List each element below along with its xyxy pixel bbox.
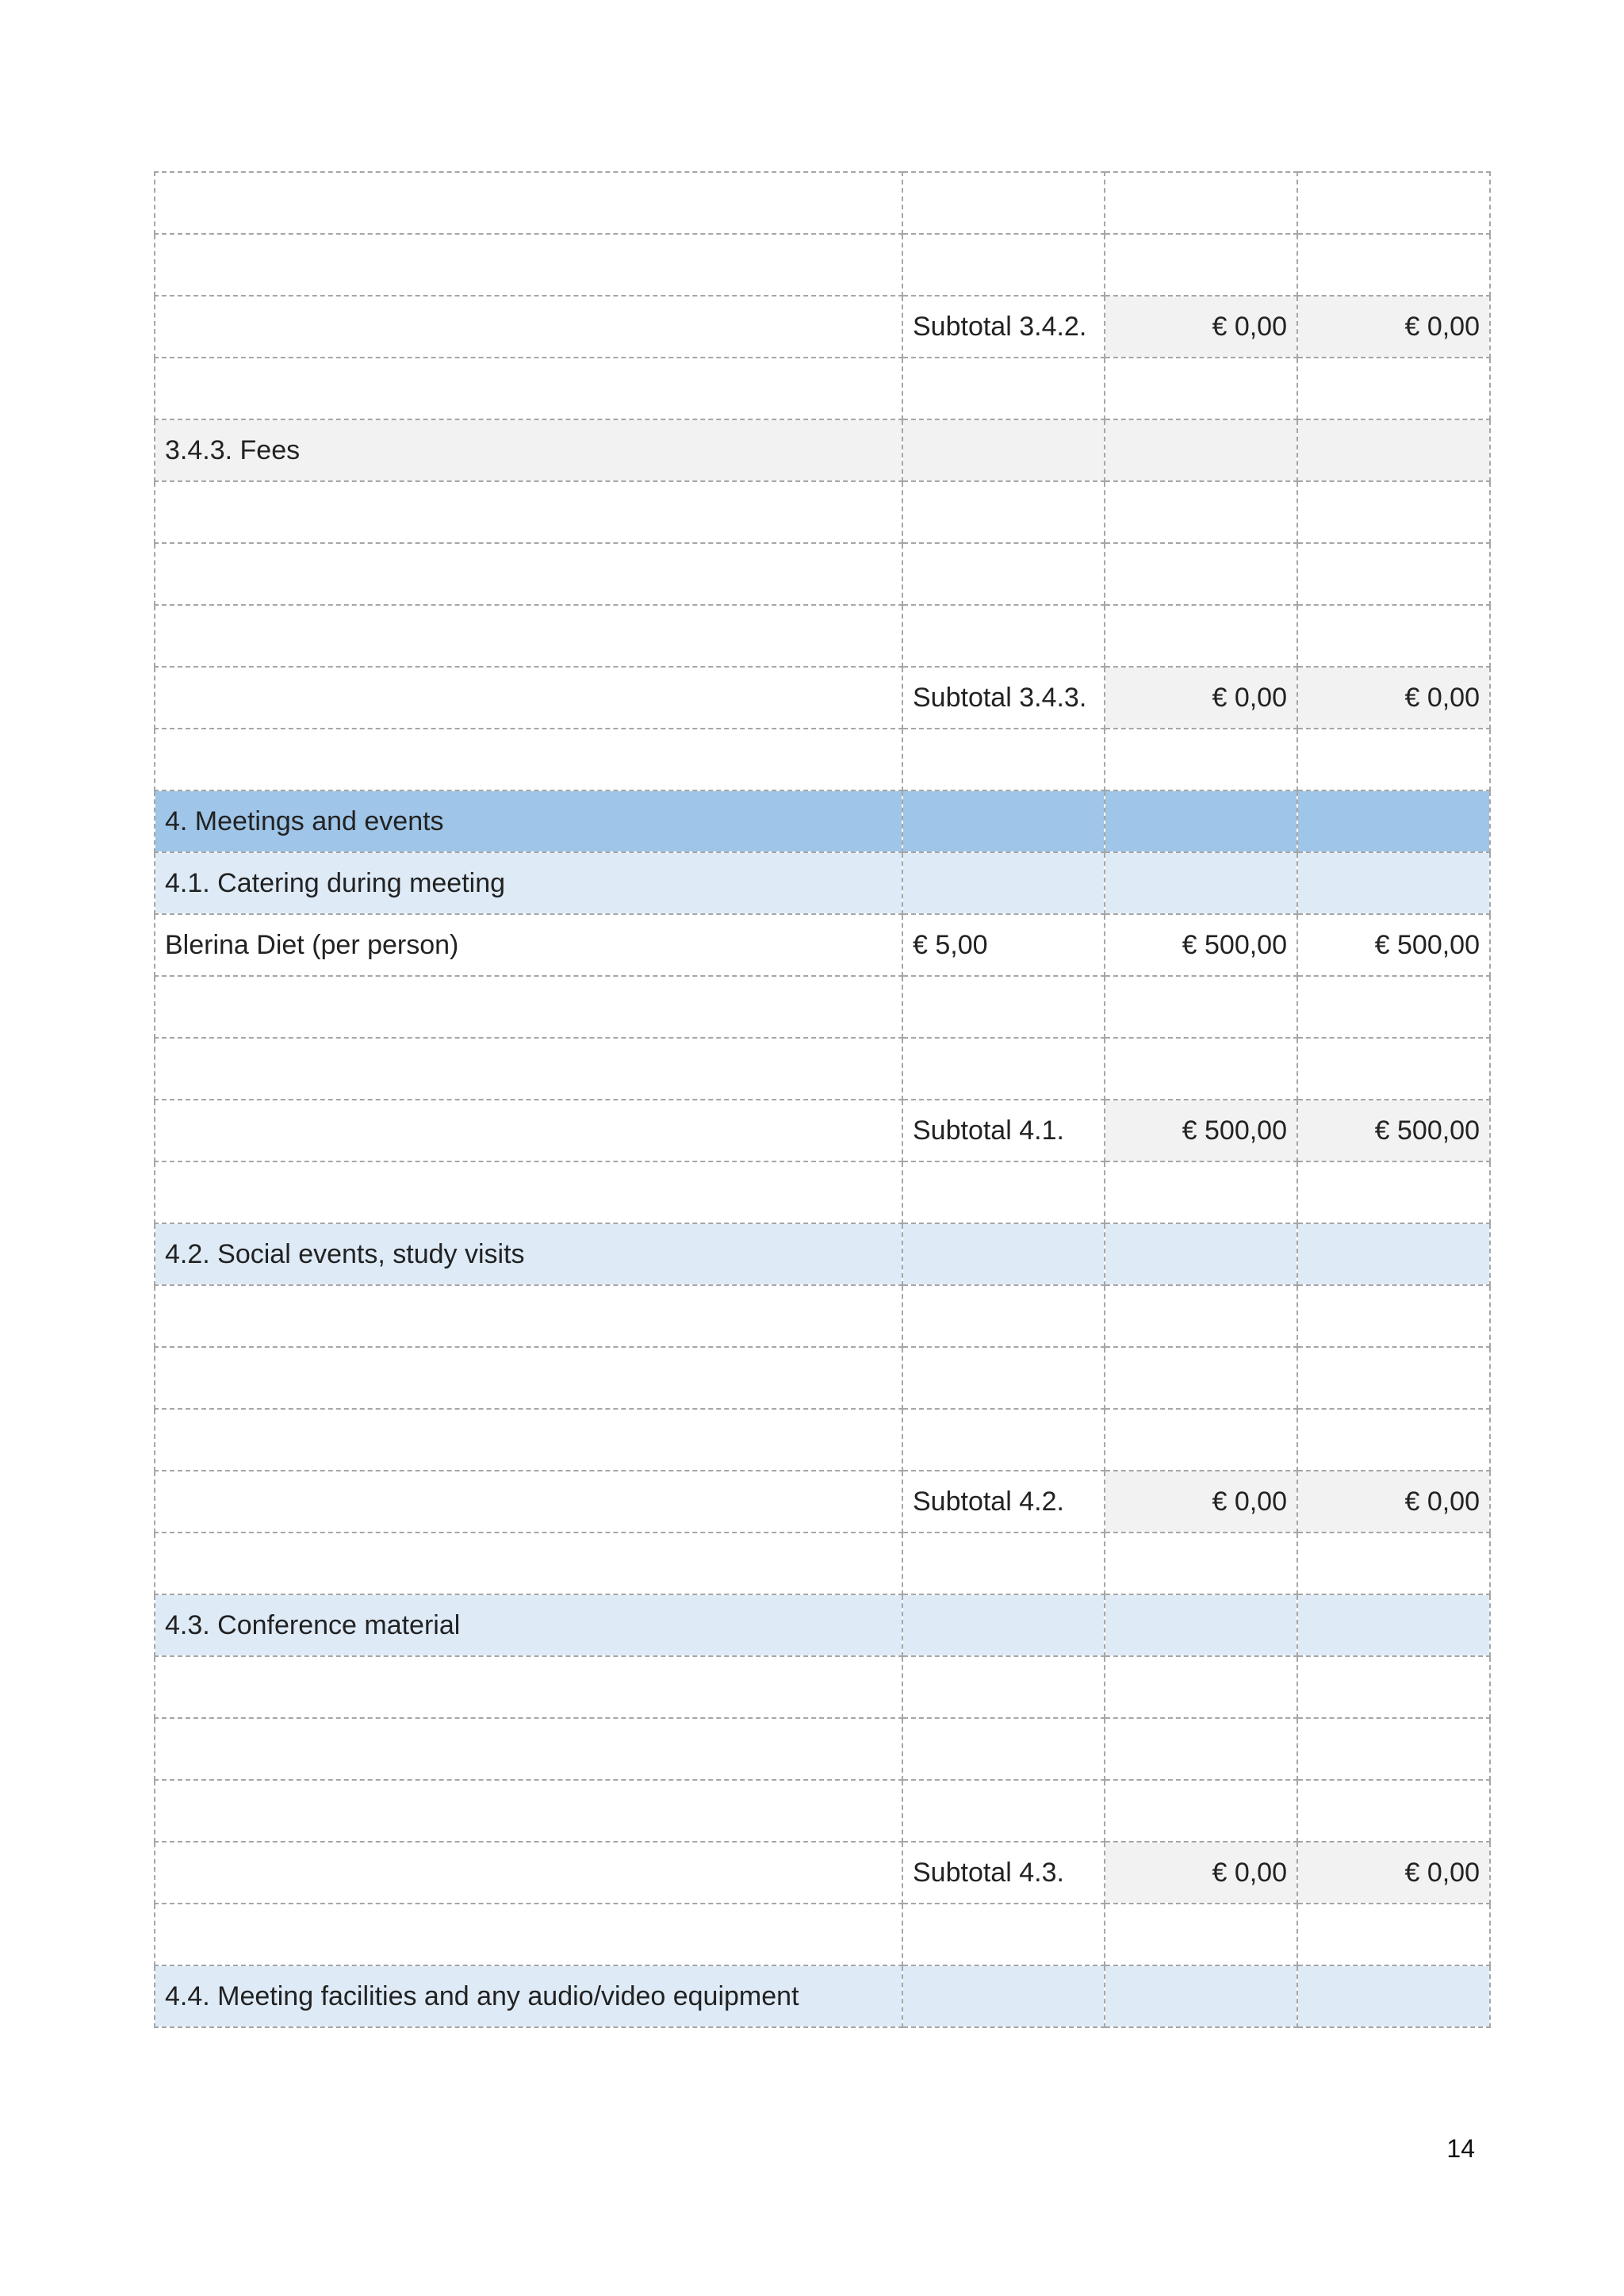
subtotal-total: € 0,00: [1297, 296, 1490, 358]
item-description: Blerina Diet (per person): [155, 914, 902, 976]
cell-col3: [1105, 1780, 1297, 1842]
cell-col2: [902, 419, 1105, 481]
section-heading-row: [155, 1965, 1490, 2027]
section-heading-row: [155, 790, 1490, 852]
cell-col4: [1297, 358, 1490, 419]
subtotal-label: Subtotal 3.4.3.: [902, 667, 1105, 729]
cell-col1: [155, 1409, 902, 1471]
cell-col1: [155, 1347, 902, 1409]
subtotal-amount: € 0,00: [1105, 1471, 1297, 1533]
cell-col2: [902, 1718, 1105, 1780]
empty-row: [155, 172, 1490, 234]
cell-col3: [1105, 852, 1297, 914]
cell-col1: [155, 358, 902, 419]
cell-col4: [1297, 1965, 1490, 2027]
subtotal-row: [155, 1471, 1490, 1533]
cell-col1: [155, 1100, 902, 1161]
cell-col4: [1297, 790, 1490, 852]
cell-col1: [155, 234, 902, 296]
section-heading-row: [155, 1594, 1490, 1656]
cell-col4: [1297, 481, 1490, 543]
subtotal-amount: € 0,00: [1105, 1842, 1297, 1904]
subtotal-label: Subtotal 4.3.: [902, 1842, 1105, 1904]
cell-col1: [155, 296, 902, 358]
section-heading-row: [155, 1223, 1490, 1285]
cell-col1: [155, 481, 902, 543]
cell-col1: [155, 667, 902, 729]
cell-col3: [1105, 419, 1297, 481]
subtotal-total: € 0,00: [1297, 1842, 1490, 1904]
cell-col1: [155, 1780, 902, 1842]
item-row: [155, 914, 1490, 976]
section-heading: 4.4. Meeting facilities and any audio/video equipment: [155, 1965, 902, 2027]
budget-table-body: [155, 172, 1490, 2027]
subtotal-row: [155, 667, 1490, 729]
subtotal-row: [155, 296, 1490, 358]
cell-col4: [1297, 1533, 1490, 1594]
subtotal-total: € 0,00: [1297, 1471, 1490, 1533]
cell-col4: [1297, 1594, 1490, 1656]
section-heading-row: [155, 852, 1490, 914]
cell-col1: [155, 543, 902, 605]
section-heading: 4.1. Catering during meeting: [155, 852, 902, 914]
cell-col1: [155, 976, 902, 1038]
empty-row: [155, 358, 1490, 419]
page-number: 14: [1446, 2134, 1475, 2163]
cell-col2: [902, 790, 1105, 852]
cell-col2: [902, 543, 1105, 605]
cell-col3: [1105, 1223, 1297, 1285]
empty-row: [155, 1780, 1490, 1842]
subtotal-amount: € 0,00: [1105, 296, 1297, 358]
cell-col2: [902, 1409, 1105, 1471]
subtotal-row: [155, 1842, 1490, 1904]
cell-col1: [155, 1656, 902, 1718]
empty-row: [155, 234, 1490, 296]
cell-col2: [902, 1223, 1105, 1285]
subtotal-label: Subtotal 4.2.: [902, 1471, 1105, 1533]
cell-col2: [902, 1533, 1105, 1594]
cell-col3: [1105, 1409, 1297, 1471]
cell-col4: [1297, 1904, 1490, 1965]
subtotal-label: Subtotal 3.4.2.: [902, 296, 1105, 358]
cell-col2: [902, 234, 1105, 296]
cell-col2: [902, 976, 1105, 1038]
cell-col4: [1297, 976, 1490, 1038]
cell-col3: [1105, 481, 1297, 543]
cell-col2: [902, 605, 1105, 667]
cell-col3: [1105, 790, 1297, 852]
empty-row: [155, 1904, 1490, 1965]
empty-row: [155, 1347, 1490, 1409]
cell-col1: [155, 172, 902, 234]
cell-col4: [1297, 1347, 1490, 1409]
cell-col4: [1297, 419, 1490, 481]
cell-col2: [902, 1347, 1105, 1409]
cell-col1: [155, 1718, 902, 1780]
empty-row: [155, 1718, 1490, 1780]
subtotal-amount: € 0,00: [1105, 667, 1297, 729]
cell-col3: [1105, 234, 1297, 296]
cell-col3: [1105, 1285, 1297, 1347]
cell-col3: [1105, 358, 1297, 419]
cell-col2: [902, 1904, 1105, 1965]
cell-col3: [1105, 1038, 1297, 1100]
cell-col3: [1105, 1533, 1297, 1594]
cell-col2: [902, 1285, 1105, 1347]
cell-col1: [155, 1533, 902, 1594]
cell-col3: [1105, 1718, 1297, 1780]
cell-col4: [1297, 1780, 1490, 1842]
budget-table: [154, 171, 1491, 2028]
cell-col3: [1105, 172, 1297, 234]
empty-row: [155, 1038, 1490, 1100]
section-heading: 4. Meetings and events: [155, 790, 902, 852]
subtotal-total: € 0,00: [1297, 667, 1490, 729]
cell-col1: [155, 1285, 902, 1347]
cell-col4: [1297, 1409, 1490, 1471]
section-heading: 4.2. Social events, study visits: [155, 1223, 902, 1285]
cell-col2: [902, 1161, 1105, 1223]
cell-col4: [1297, 172, 1490, 234]
section-heading: 3.4.3. Fees: [155, 419, 902, 481]
cell-col2: [902, 172, 1105, 234]
cell-col2: [902, 852, 1105, 914]
subtotal-row: [155, 1100, 1490, 1161]
subtotal-total: € 500,00: [1297, 1100, 1490, 1161]
cell-col4: [1297, 729, 1490, 790]
subtotal-label: Subtotal 4.1.: [902, 1100, 1105, 1161]
cell-col2: [902, 1780, 1105, 1842]
cell-col3: [1105, 1347, 1297, 1409]
cell-col1: [155, 605, 902, 667]
cell-col2: [902, 358, 1105, 419]
cell-col2: [902, 1965, 1105, 2027]
empty-row: [155, 976, 1490, 1038]
cell-col3: [1105, 1656, 1297, 1718]
cell-col3: [1105, 543, 1297, 605]
item-amount: € 500,00: [1105, 914, 1297, 976]
cell-col4: [1297, 1161, 1490, 1223]
cell-col1: [155, 1161, 902, 1223]
unit-cost: € 5,00: [902, 914, 1105, 976]
cell-col1: [155, 729, 902, 790]
cell-col4: [1297, 543, 1490, 605]
empty-row: [155, 1656, 1490, 1718]
subtotal-amount: € 500,00: [1105, 1100, 1297, 1161]
empty-row: [155, 605, 1490, 667]
empty-row: [155, 729, 1490, 790]
cell-col3: [1105, 1965, 1297, 2027]
empty-row: [155, 543, 1490, 605]
empty-row: [155, 1285, 1490, 1347]
cell-col2: [902, 1038, 1105, 1100]
cell-col2: [902, 481, 1105, 543]
cell-col3: [1105, 729, 1297, 790]
cell-col4: [1297, 1285, 1490, 1347]
cell-col3: [1105, 976, 1297, 1038]
empty-row: [155, 481, 1490, 543]
cell-col2: [902, 1594, 1105, 1656]
cell-col2: [902, 1656, 1105, 1718]
cell-col4: [1297, 234, 1490, 296]
cell-col3: [1105, 605, 1297, 667]
empty-row: [155, 1409, 1490, 1471]
cell-col2: [902, 729, 1105, 790]
cell-col4: [1297, 1718, 1490, 1780]
cell-col4: [1297, 1038, 1490, 1100]
cell-col1: [155, 1471, 902, 1533]
cell-col3: [1105, 1904, 1297, 1965]
section-heading-row: [155, 419, 1490, 481]
empty-row: [155, 1161, 1490, 1223]
cell-col3: [1105, 1594, 1297, 1656]
cell-col4: [1297, 852, 1490, 914]
cell-col4: [1297, 605, 1490, 667]
cell-col4: [1297, 1223, 1490, 1285]
cell-col1: [155, 1904, 902, 1965]
section-heading: 4.3. Conference material: [155, 1594, 902, 1656]
cell-col1: [155, 1038, 902, 1100]
cell-col3: [1105, 1161, 1297, 1223]
cell-col4: [1297, 1656, 1490, 1718]
item-total: € 500,00: [1297, 914, 1490, 976]
cell-col1: [155, 1842, 902, 1904]
empty-row: [155, 1533, 1490, 1594]
